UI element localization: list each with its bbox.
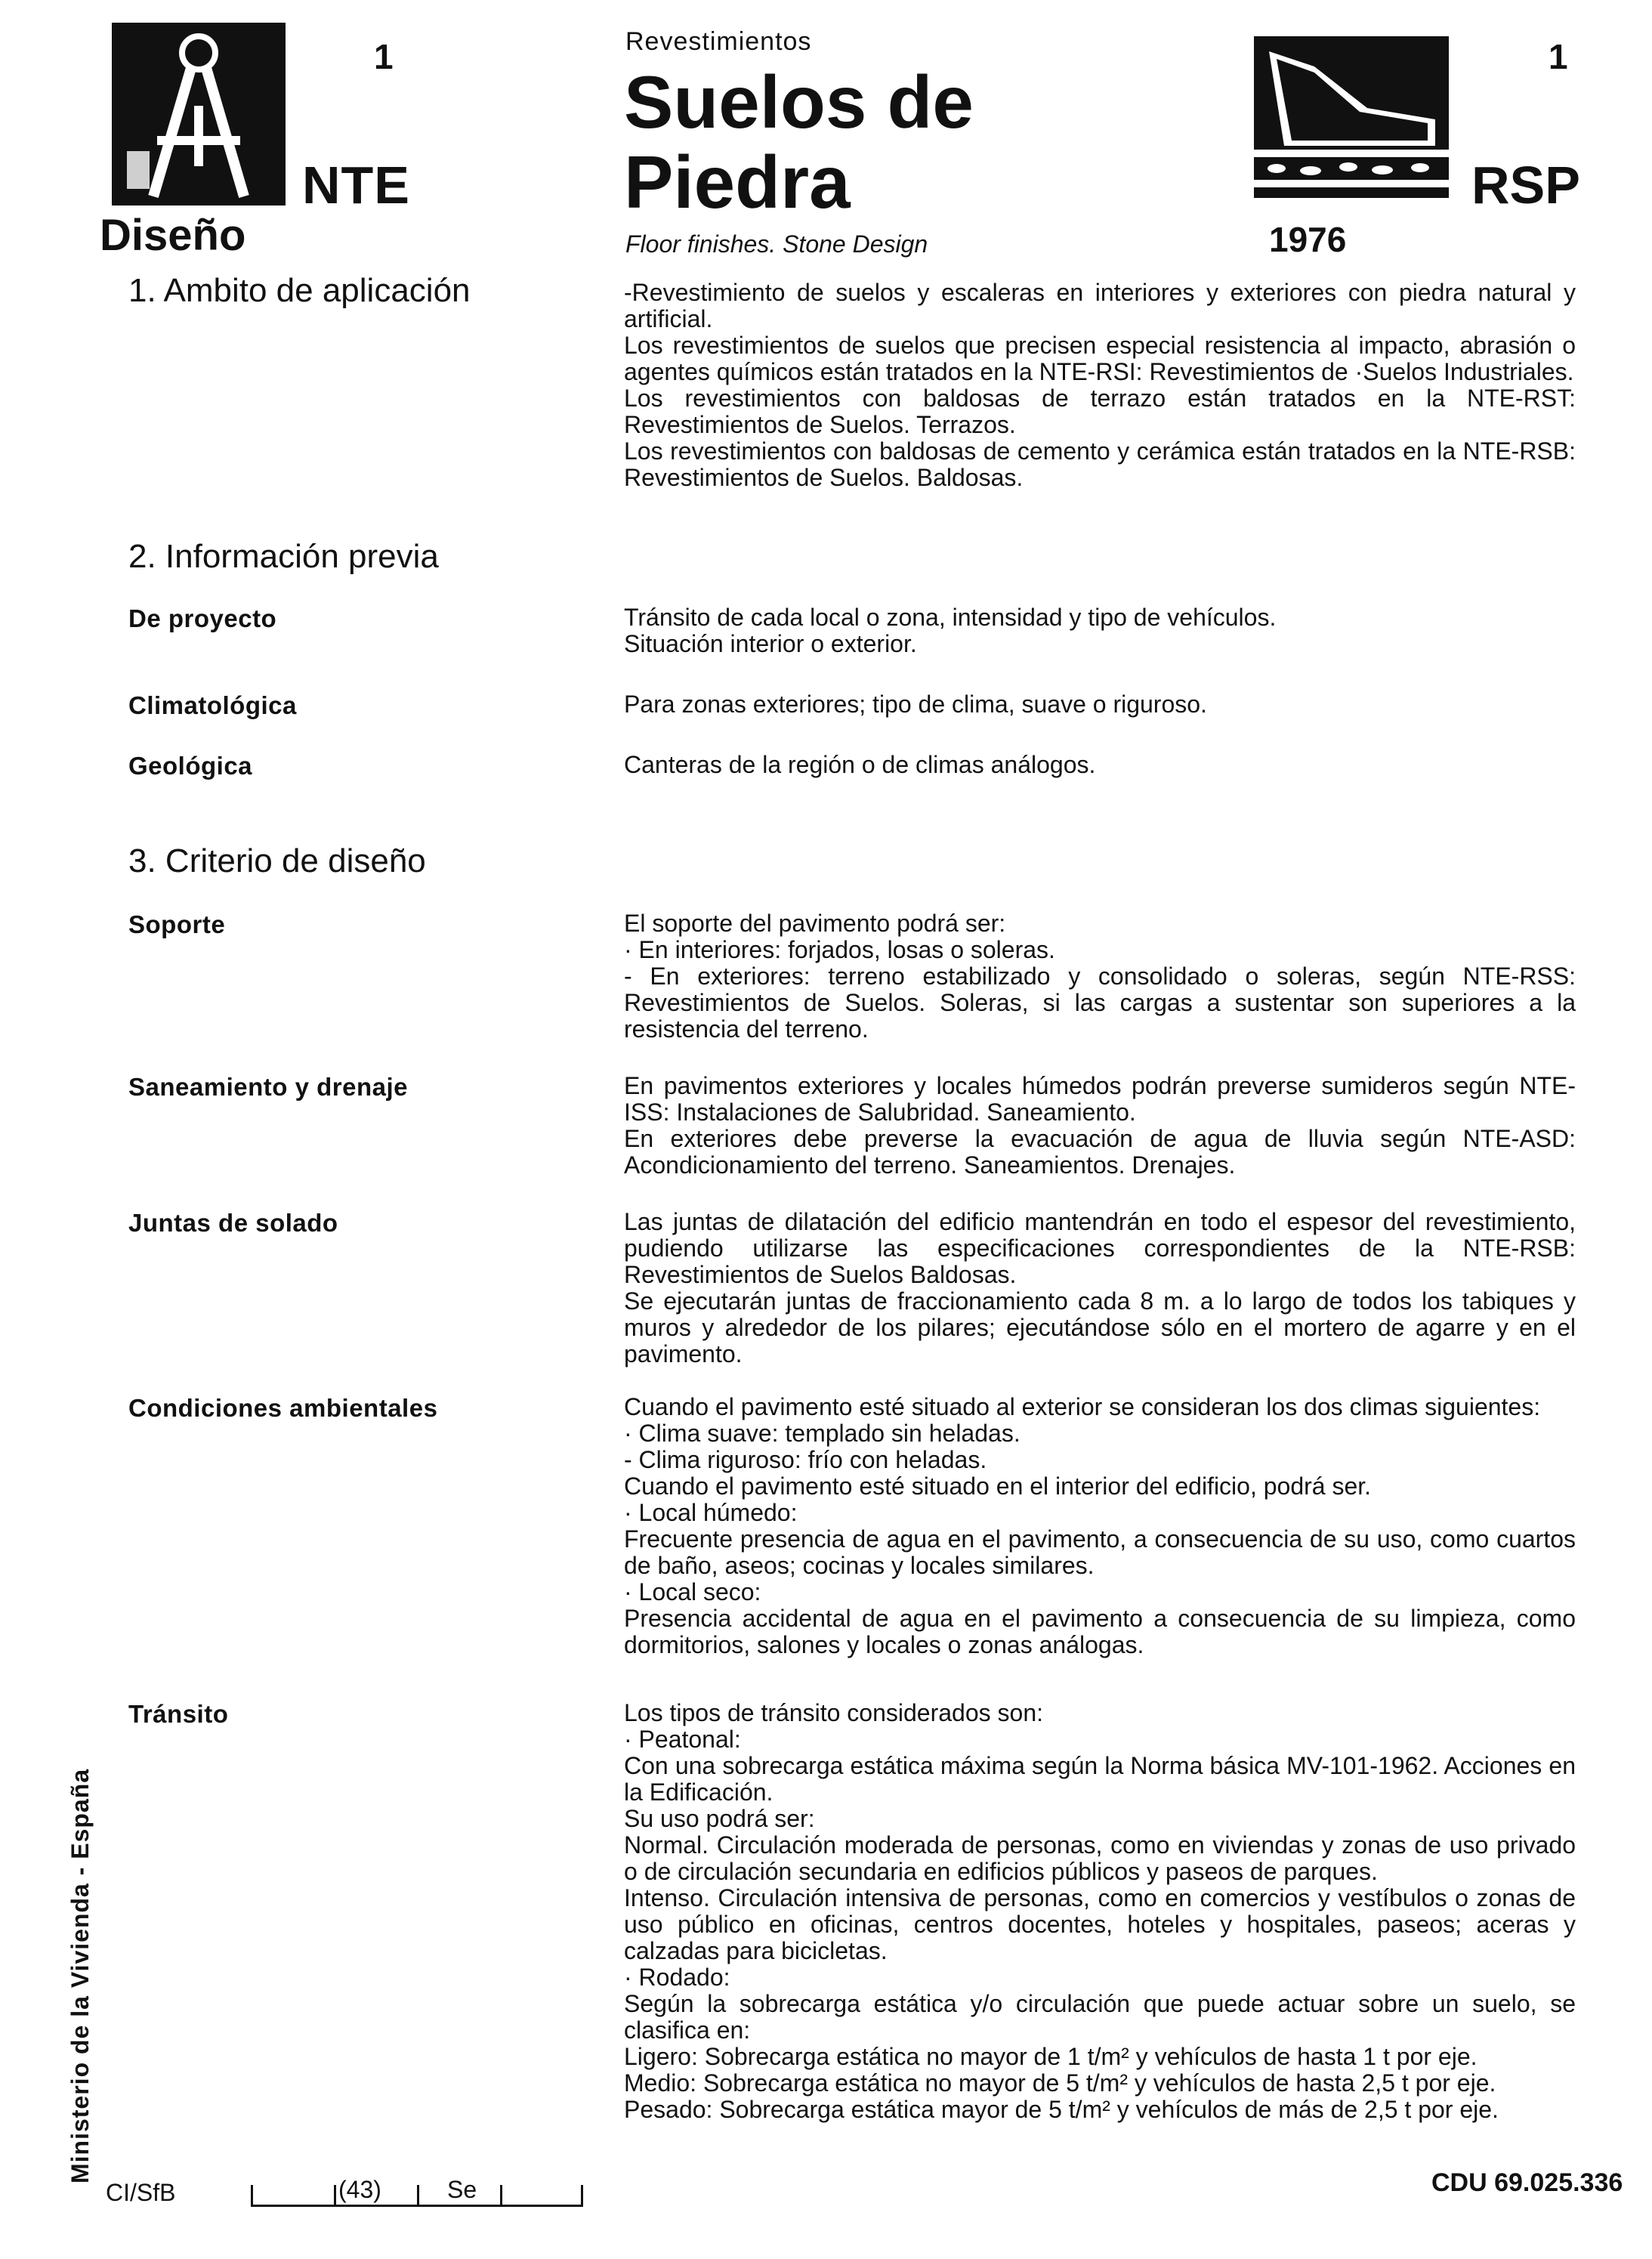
floor-shoe-icon: [1254, 36, 1449, 204]
paragraph: Para zonas exteriores; tipo de clima, suave o riguroso.: [624, 691, 1207, 718]
page-number-left: 1: [374, 37, 394, 76]
text-transito: [624, 1700, 1576, 2123]
paragraph: · Peatonal:: [624, 1726, 741, 1753]
box-tick: [581, 2185, 583, 2205]
paragraph: Presencia accidental de agua en el pavimento a consecuencia de su limpieza, como dormitorios, salones y locales o zonas análogas.: [624, 1605, 1576, 1658]
cdu-code: CDU 69.025.336: [1431, 2168, 1623, 2197]
subheading-juntas: Juntas de solado: [128, 1209, 338, 1237]
paragraph: · Rodado:: [624, 1964, 730, 1991]
rsp-logo: [1254, 36, 1449, 204]
compass-icon: [112, 23, 286, 206]
paragraph: Tránsito de cada local o zona, intensidad y tipo de vehículos.: [624, 604, 1277, 631]
paragraph: En pavimentos exteriores y locales húmedos podrán preverse sumideros según NTE-ISS: Instalaciones de Salubridad. Saneamiento.: [624, 1072, 1576, 1126]
year-label: 1976: [1269, 220, 1347, 259]
section-3-heading: 3. Criterio de diseño: [128, 842, 426, 879]
box-tick: [251, 2185, 253, 2205]
paragraph: - En exteriores: terreno estabilizado y consolidado o soleras, según NTE-RSS: Revestimientos de Suelos. Soleras, si las cargas a sustentar son superiores a la resistencia del terreno.: [624, 963, 1576, 1043]
box-tick: [334, 2185, 336, 2205]
text-juntas: [624, 1209, 1576, 1367]
subheading-condiciones: Condiciones ambientales: [128, 1394, 438, 1422]
paragraph: Los revestimientos con baldosas de terrazo están tratados en la NTE-RST: Revestimientos de Suelos. Terrazos.: [624, 385, 1576, 438]
text-soporte: [624, 910, 1576, 1043]
cisfb-code: (43): [338, 2176, 381, 2203]
cisfb-label: CI/SfB: [106, 2179, 176, 2206]
paragraph: El soporte del pavimento podrá ser:: [624, 910, 1006, 937]
paragraph: · Clima suave: templado sin heladas.: [624, 1420, 1021, 1447]
text-condiciones: [624, 1394, 1576, 1658]
paragraph: Las juntas de dilatación del edificio mantendrán en todo el espesor del revestimiento, pudiendo utilizarse las especificaciones correspondientes de la NTE-RSB: Revestimientos de Suelos Baldosas.: [624, 1208, 1576, 1288]
category-label: Revestimientos: [625, 27, 812, 56]
paragraph: Situación interior o exterior.: [624, 630, 917, 657]
paragraph: Cuando el pavimento esté situado al exterior se consideran los dos climas siguientes:: [624, 1393, 1541, 1420]
paragraph: Cuando el pavimento esté situado en el interior del edificio, podrá ser.: [624, 1473, 1372, 1500]
subheading-soporte: Soporte: [128, 910, 226, 938]
page-number-right: 1: [1549, 37, 1568, 76]
paragraph: Canteras de la región o de climas análogos.: [624, 751, 1096, 778]
paragraph: Con una sobrecarga estática máxima según la Norma básica MV-101-1962. Acciones en la Edificación.: [624, 1752, 1576, 1806]
title-line-1: Suelos de: [624, 60, 974, 144]
rsp-label: RSP: [1471, 156, 1580, 215]
title-line-2: Piedra: [624, 141, 851, 224]
paragraph: Frecuente presencia de agua en el pavimento, a consecuencia de su uso, como cuartos de baño, aseos; cocinas y locales similares.: [624, 1525, 1576, 1579]
paragraph: · Local seco:: [624, 1578, 761, 1605]
nte-label: NTE: [302, 156, 410, 215]
paragraph: Los revestimientos de suelos que precisen especial resistencia al impacto, abrasión o agentes químicos están tratados en la NTE-RSI: Revestimientos de ·Suelos Industriales.: [624, 332, 1576, 385]
text-de-proyecto: [624, 604, 1576, 657]
text-geologica: [624, 752, 1576, 778]
paragraph: -Revestimiento de suelos y escaleras en interiores y exteriores con piedra natural y artificial.: [624, 279, 1576, 332]
english-subtitle: Floor finishes. Stone Design: [625, 230, 928, 258]
box-tick: [500, 2185, 502, 2205]
se-label: Se: [447, 2176, 477, 2203]
subheading-saneamiento: Saneamiento y drenaje: [128, 1073, 408, 1101]
paragraph: · En interiores: forjados, losas o soleras.: [624, 936, 1055, 963]
section-2-heading: 2. Información previa: [128, 538, 439, 575]
text-climatologica: [624, 691, 1576, 718]
paragraph: Según la sobrecarga estática y/o circulación que puede actuar sobre un suelo, se clasifica en:: [624, 1990, 1576, 2044]
nte-logo: [112, 23, 286, 206]
design-label: Diseño: [100, 211, 246, 260]
paragraph: Su uso podrá ser:: [624, 1805, 815, 1832]
paragraph: Pesado: Sobrecarga estática mayor de 5 t/m² y vehículos de más de 2,5 t por eje.: [624, 2096, 1499, 2123]
paragraph: Los tipos de tránsito considerados son:: [624, 1699, 1043, 1726]
box-tick: [417, 2185, 419, 2205]
subheading-climatologica: Climatológica: [128, 691, 297, 719]
subheading-geologica: Geológica: [128, 752, 253, 780]
section-1-text: [624, 280, 1576, 491]
subheading-de-proyecto: De proyecto: [128, 604, 277, 632]
paragraph: - Clima riguroso: frío con heladas.: [624, 1446, 987, 1473]
paragraph: En exteriores debe preverse la evacuación de agua de lluvia según NTE-ASD: Acondicionamiento del terreno. Saneamientos. Drenajes.: [624, 1125, 1576, 1179]
text-saneamiento: [624, 1073, 1576, 1179]
cisfb-code-box: [251, 2182, 583, 2207]
page-title: [624, 62, 974, 222]
ministry-sidebar-text: Ministerio de la Vivienda - España: [66, 1768, 94, 2183]
subheading-transito: Tránsito: [128, 1700, 229, 1728]
paragraph: · Local húmedo:: [624, 1499, 798, 1526]
paragraph: Se ejecutarán juntas de fraccionamiento cada 8 m. a lo largo de todos los tabiques y muros y alrededor de los pilares; ejecutándose sólo en el mortero de agarre y en el pavimento.: [624, 1287, 1576, 1367]
paragraph: Normal. Circulación moderada de personas, como en viviendas y zonas de uso privado o de circulación secundaria en edificios públicos y paseos de parques.: [624, 1831, 1576, 1885]
section-1-heading: 1. Ambito de aplicación: [128, 272, 471, 309]
paragraph: Intenso. Circulación intensiva de personas, como en comercios y vestíbulos o zonas de uso público en oficinas, centros docentes, hoteles y hospitales, paseos; aceras y calzadas para bicicletas.: [624, 1884, 1576, 1964]
paragraph: Ligero: Sobrecarga estática no mayor de 1 t/m² y vehículos de hasta 1 t por eje.: [624, 2043, 1478, 2070]
paragraph: Los revestimientos con baldosas de cemento y cerámica están tratados en la NTE-RSB: Revestimientos de Suelos. Baldosas.: [624, 437, 1576, 491]
paragraph: Medio: Sobrecarga estática no mayor de 5 t/m² y vehículos de hasta 2,5 t por eje.: [624, 2069, 1496, 2097]
